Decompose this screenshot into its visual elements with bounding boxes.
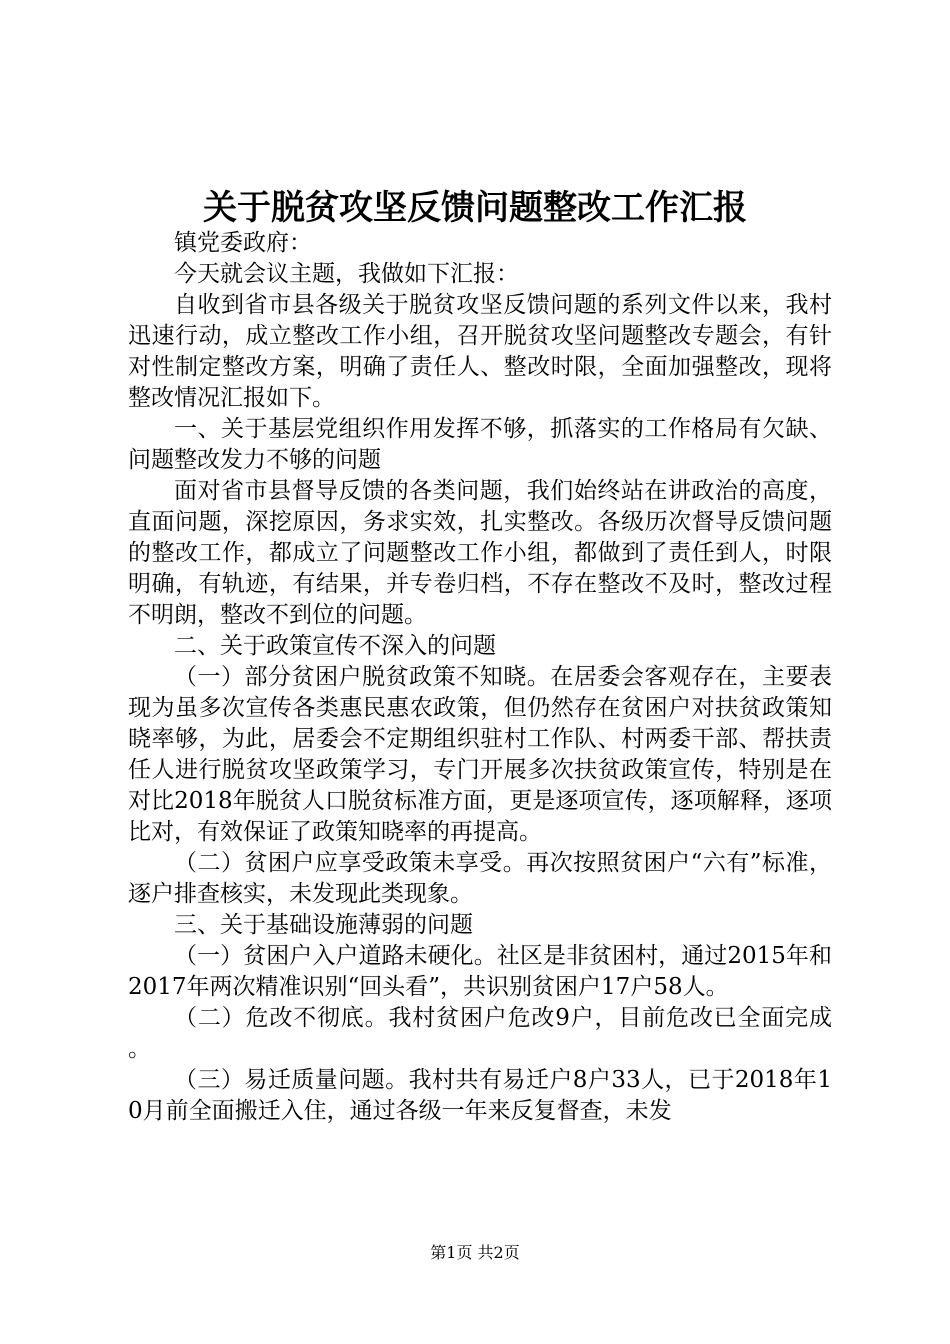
section-heading-1: 一、关于基层党组织作用发挥不够，抓落实的工作格局有欠缺、问题整改发力不够的问题 <box>128 416 832 473</box>
section-2-item-2: （二）贫困户应享受政策未享受。再次按照贫困户“六有”标准，逐户排查核实，未发现此类现象。 <box>128 850 832 907</box>
document-body <box>128 228 832 1127</box>
section-3-item-1: （一）贫困户入户道路未硬化。社区是非贫困村，通过2015年和2017年两次精准识别“回头看”，共识别贫困户17户58人。 <box>128 943 832 1000</box>
section-heading-3: 三、关于基础设施薄弱的问题 <box>174 912 473 938</box>
section-3-item-3: （三）易迁质量问题。我村共有易迁户8户33人，已于2018年10月前全面搬迁入住，通过各级一年来反复督查，未发 <box>128 1067 832 1124</box>
section-3-item-2: （二）危改不彻底。我村贫困户危改9户，目前危改已全面完成。 <box>128 1005 832 1062</box>
document-title: 关于脱贫攻坚反馈问题整改工作汇报 <box>203 188 747 228</box>
section-1-paragraph: 面对省市县督导反馈的各类问题，我们始终站在讲政治的高度，直面问题，深挖原因，务求实效，扎实整改。各级历次督导反馈问题的整改工作，都成立了问题整改工作小组，都做到了责任到人，时限明确，有轨迹，有结果，并专卷归档，不存在整改不及时，整改过程不明朗，整改不到位的问题。 <box>128 478 832 628</box>
intro-paragraph: 自收到省市县各级关于脱贫攻坚反馈问题的系列文件以来，我村迅速行动，成立整改工作小组，召开脱贫攻坚问题整改专题会，有针对性制定整改方案，明确了责任人、整改时限，全面加强整改，现将整改情况汇报如下。 <box>128 292 832 411</box>
section-heading-2: 二、关于政策宣传不深入的问题 <box>174 633 496 659</box>
opening-line: 今天就会议主题，我做如下汇报： <box>174 261 519 287</box>
page-number-footer: 第1页 共2页 <box>430 1243 520 1262</box>
section-2-item-1: （一）部分贫困户脱贫政策不知晓。在居委会客观存在，主要表现为虽多次宣传各类惠民惠农政策，但仍然存在贫困户对扶贫政策知晓率够，为此，居委会不定期组织驻村工作队、村两委干部、帮扶责任人进行脱贫攻坚政策学习，专门开展多次扶贫政策宣传，特别是在对比2018年脱贫人口脱贫标准方面，更是逐项宣传，逐项解释，逐项比对，有效保证了政策知晓率的再提高。 <box>128 664 832 845</box>
salutation: 镇党委政府： <box>174 230 312 256</box>
